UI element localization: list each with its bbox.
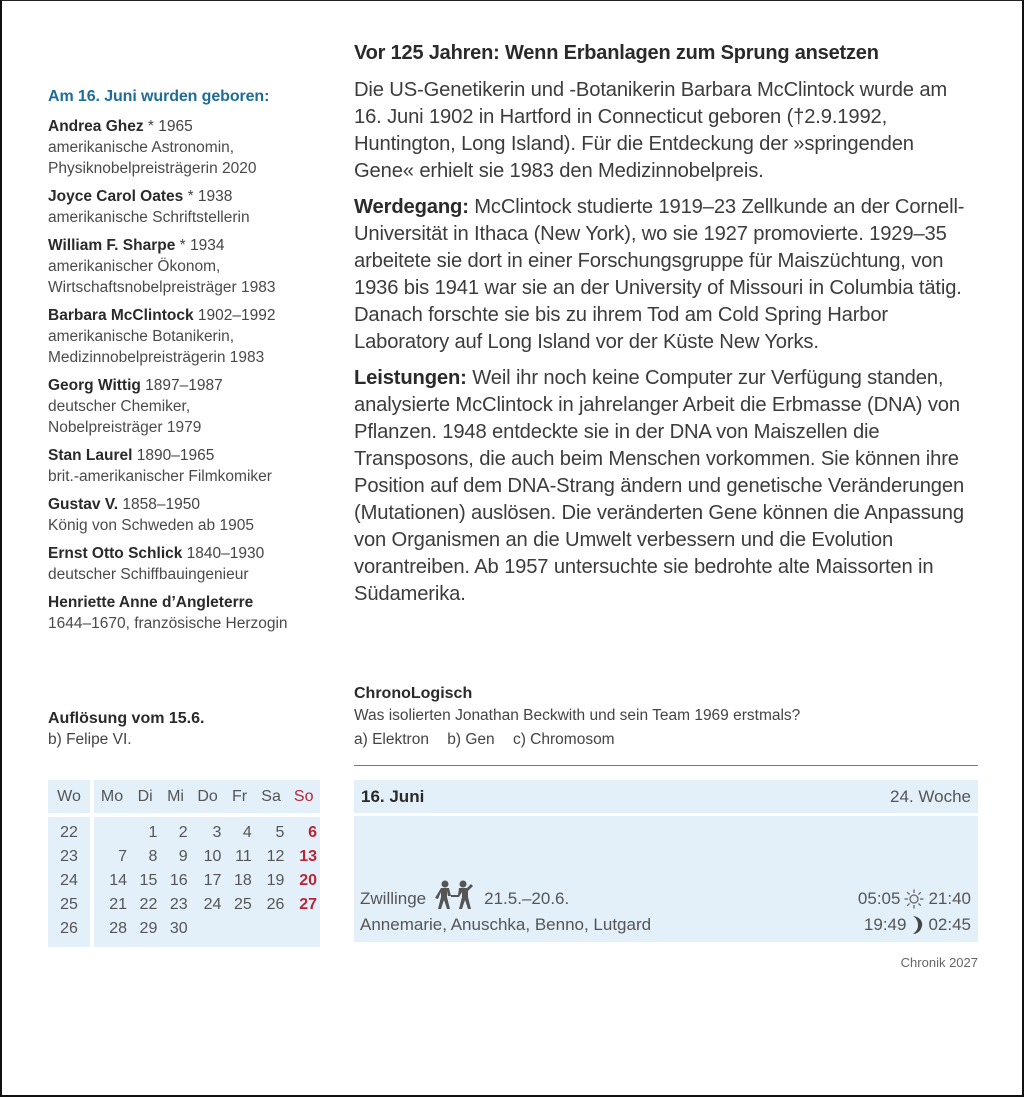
person-name: Georg Wittig <box>48 377 141 394</box>
week-number: 25 <box>48 893 94 917</box>
calendar-week-row <box>48 817 320 845</box>
calendar-day: 22 <box>130 893 160 917</box>
calendar-day: 24 <box>191 893 225 917</box>
calendar-day: 14 <box>94 869 130 893</box>
calendar-day <box>94 817 130 845</box>
calendar-week-row <box>48 845 320 869</box>
person-years: 1890–1965 <box>132 447 215 464</box>
person-entry <box>48 543 338 585</box>
footer-credit: Chronik 2027 <box>900 955 978 970</box>
calendar-day-sunday: 27 <box>287 893 320 917</box>
calendar-day: 25 <box>224 893 254 917</box>
person-name: Joyce Carol Oates <box>48 188 184 205</box>
person-desc: Nobelpreisträger 1979 <box>48 419 202 436</box>
gemini-twins-icon <box>432 880 478 910</box>
person-desc: amerikanische Botanikerin, <box>48 328 235 345</box>
person-desc: Medizinnobelpreisträgerin 1983 <box>48 349 265 366</box>
calendar-day: 12 <box>255 845 288 869</box>
day-header <box>354 780 978 816</box>
calendar-day: 4 <box>224 817 254 845</box>
person-name: Stan Laurel <box>48 447 133 464</box>
calendar-week-row <box>48 893 320 917</box>
calendar-week-row <box>48 917 320 947</box>
week-number: 23 <box>48 845 94 869</box>
person-desc: amerikanische Astronomin, <box>48 139 235 156</box>
person-entry <box>48 305 338 368</box>
person-years: * 1938 <box>183 188 233 205</box>
moon-icon <box>910 915 924 935</box>
section-lead: Werdegang: <box>354 196 469 218</box>
person-years: 1840–1930 <box>182 545 265 562</box>
calendar-day: 8 <box>130 845 160 869</box>
person-entry <box>48 116 338 179</box>
quiz-options <box>354 728 978 752</box>
calendar-day: 28 <box>94 917 130 947</box>
person-years: * 1965 <box>143 118 193 135</box>
calendar-day-sunday: 13 <box>287 845 320 869</box>
person-desc: amerikanische Schriftstellerin <box>48 209 250 226</box>
calendar-day: 18 <box>224 869 254 893</box>
person-entry <box>48 445 338 487</box>
zodiac-range: 21.5.–20.6. <box>484 889 570 908</box>
person-years: 1897–1987 <box>140 377 223 394</box>
calendar-day: 15 <box>130 869 160 893</box>
person-name: Ernst Otto Schlick <box>48 545 183 562</box>
person-name: Barbara McClintock <box>48 307 194 324</box>
calendar-day-sunday: 6 <box>287 817 320 845</box>
person-desc: 1644–1670, französische Herzogin <box>48 615 288 632</box>
week-number: 26 <box>48 917 94 947</box>
section-text: Weil ihr noch keine Computer zur Verfügung standen, analysierte McClintock in jahrelanger Arbeit die Erbmasse (DNA) von Pflanzen. 1948 entdeckte sie in der DNA von Maiszellen die Transposons, die auch beim Menschen vorkommen. Sie können ihre Position auf dem DNA-Strang ändern und genetische Veränderungen (Mutationen) auslösen. Die veränderten Gene können die Anpassung von Organismen an die Umwelt verbessern und die Evolution vorantreiben. Ab 1957 untersuchte sie bedrohte alte Maissorten in Südamerika. <box>354 367 965 605</box>
person-name: Gustav V. <box>48 496 119 513</box>
moonset-time: 02:45 <box>928 915 971 934</box>
person-years: * 1934 <box>175 237 225 254</box>
weekday-header: Sa <box>255 780 288 817</box>
zodiac <box>360 884 569 914</box>
calendar-day <box>255 917 288 947</box>
previous-solution <box>48 709 338 751</box>
article <box>354 42 974 617</box>
calendar-day: 5 <box>255 817 288 845</box>
weekday-header: Do <box>191 780 225 817</box>
person-name: Andrea Ghez <box>48 118 144 135</box>
person-desc: Wirtschaftsnobelpreisträger 1983 <box>48 279 276 296</box>
calendar-day: 3 <box>191 817 225 845</box>
calendar-day: 29 <box>130 917 160 947</box>
solution-title: Auflösung vom 15.6. <box>48 710 205 727</box>
calendar-day: 7 <box>94 845 130 869</box>
article-title: Vor 125 Jahren: Wenn Erbanlagen zum Sprung ansetzen <box>354 42 879 64</box>
person-entry <box>48 375 338 438</box>
calendar-day: 2 <box>160 817 190 845</box>
week-number-label: 24. Woche <box>890 786 971 806</box>
quiz-option: a) Elektron <box>354 731 429 748</box>
article-intro: Die US-Genetikerin und -Botanikerin Barbara McClintock wurde am 16. Juni 1902 in Hartford in Connecticut geboren (†2.9.1992, Huntington, Long Island). Für die Entdeckung der »springenden Gene« erhielt sie 1983 den Medizinnobelpreis. <box>354 79 948 182</box>
person-desc: Physiknobelpreisträgerin 2020 <box>48 160 257 177</box>
section-lead: Leistungen: <box>354 367 467 389</box>
week-number: 24 <box>48 869 94 893</box>
weekday-header-sunday: So <box>287 780 320 817</box>
day-body <box>354 816 978 942</box>
week-number: 22 <box>48 817 94 845</box>
weekday-header: Mi <box>160 780 190 817</box>
calendar-week-row <box>48 869 320 893</box>
quiz-option: b) Gen <box>447 731 495 748</box>
solution-answer: b) Felipe VI. <box>48 731 132 748</box>
moon-times <box>864 915 971 935</box>
person-years: 1902–1992 <box>193 307 276 324</box>
calendar-day <box>191 917 225 947</box>
person-entry <box>48 494 338 536</box>
weekday-header: Fr <box>224 780 254 817</box>
names-moon-row <box>360 915 971 935</box>
day-panel <box>354 780 978 942</box>
quiz-title: ChronoLogisch <box>354 685 473 702</box>
calendar-day: 30 <box>160 917 190 947</box>
person-desc: brit.-amerikanischer Filmkomiker <box>48 468 272 485</box>
weekday-header: Mo <box>94 780 130 817</box>
person-desc: deutscher Schiffbauingenieur <box>48 566 249 583</box>
births-list <box>48 88 338 641</box>
calendar-day: 10 <box>191 845 225 869</box>
person-years: 1858–1950 <box>118 496 200 513</box>
quiz-option: c) Chromosom <box>512 731 615 748</box>
person-desc: deutscher Chemiker, <box>48 398 191 415</box>
week-header: Wo <box>48 780 94 817</box>
quiz <box>354 684 978 752</box>
person-name: William F. Sharpe <box>48 237 176 254</box>
month-calendar <box>48 780 320 947</box>
person-entry <box>48 235 338 298</box>
calendar-day: 23 <box>160 893 190 917</box>
person-entry <box>48 592 338 634</box>
name-days: Annemarie, Anuschka, Benno, Lutgard <box>360 915 652 934</box>
day-date: 16. Juni <box>361 786 425 806</box>
sun-icon <box>904 889 924 909</box>
article-section-career <box>354 194 974 356</box>
sunrise-time: 05:05 <box>857 889 901 908</box>
zodiac-sun-row <box>360 884 971 914</box>
section-text: McClintock studierte 1919–23 Zellkunde an der Cornell-Universität in Ithaca (New York), wo sie 1927 promovierte. 1929–35 arbeitete sie dort in einer Forschungsgruppe für Maiszüchtung, von 1936 bis 1941 war sie an der University of Missouri in Columbia tätig. Danach forschte sie bis zu ihrem Tod am Cold Spring Harbor Laboratory auf Long Island vor der Küste New Yorks. <box>354 196 965 353</box>
divider <box>354 765 978 766</box>
calendar-day: 21 <box>94 893 130 917</box>
moonrise-time: 19:49 <box>863 915 907 934</box>
calendar-day: 9 <box>160 845 190 869</box>
calendar-day-sunday: 20 <box>287 869 320 893</box>
calendar-day: 26 <box>255 893 288 917</box>
zodiac-label: Zwillinge <box>360 889 427 908</box>
article-section-achievements <box>354 365 974 608</box>
births-title: Am 16. Juni wurden geboren: <box>48 88 270 105</box>
calendar-day <box>224 917 254 947</box>
person-entry <box>48 186 338 228</box>
weekday-header: Di <box>130 780 160 817</box>
calendar-day: 11 <box>224 845 254 869</box>
sunset-time: 21:40 <box>928 889 971 908</box>
calendar-day: 16 <box>160 869 190 893</box>
person-desc: amerikanischer Ökonom, <box>48 258 221 275</box>
person-desc: König von Schweden ab 1905 <box>48 517 254 534</box>
calendar-day: 19 <box>255 869 288 893</box>
calendar-day-sunday <box>287 917 320 947</box>
calendar-day: 17 <box>191 869 225 893</box>
calendar-day: 1 <box>130 817 160 845</box>
sun-times <box>858 889 971 909</box>
quiz-question: Was isolierten Jonathan Beckwith und sein Team 1969 erstmals? <box>354 707 801 724</box>
person-name: Henriette Anne d’Angleterre <box>48 594 254 611</box>
calendar-header-row <box>48 780 320 817</box>
